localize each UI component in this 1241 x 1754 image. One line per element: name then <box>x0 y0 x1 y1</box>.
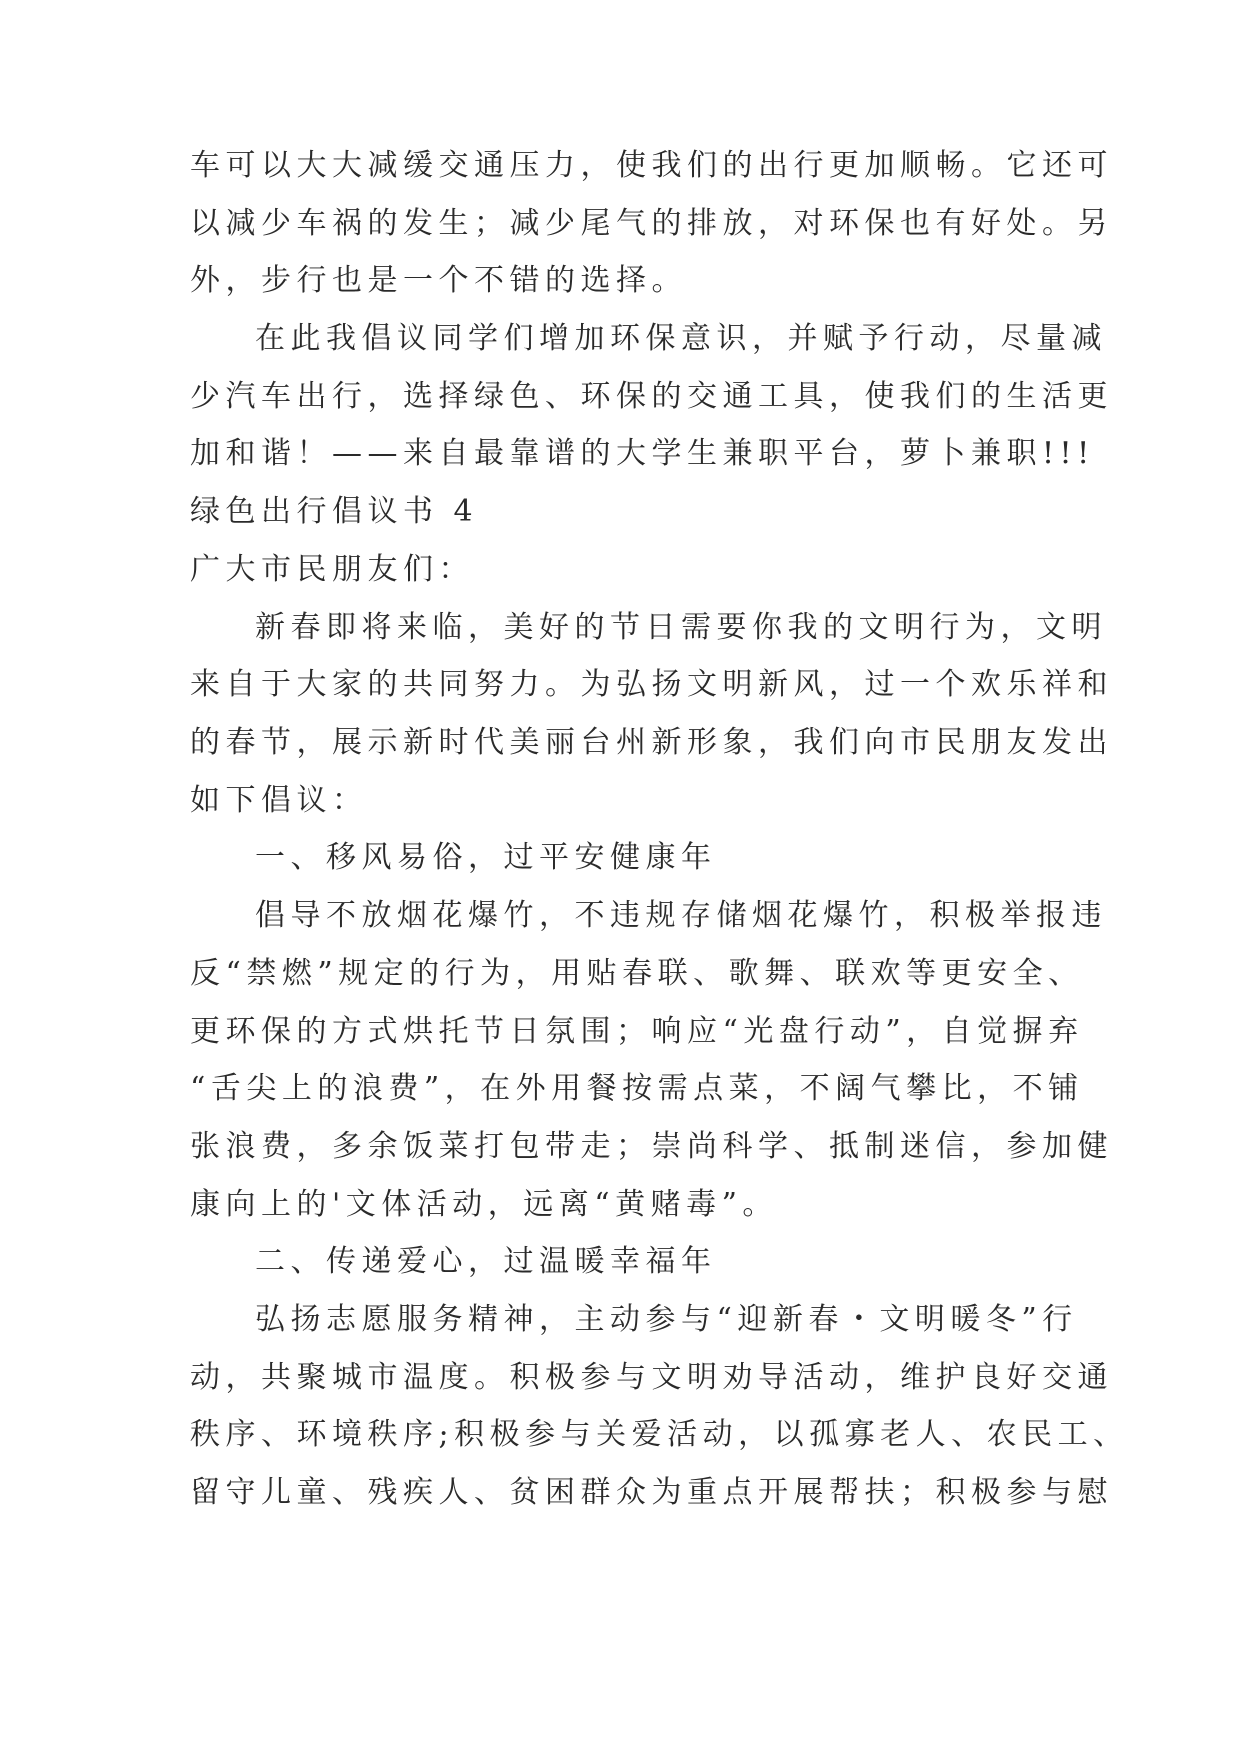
text-line: 车可以大大减缓交通压力，使我们的出行更加顺畅。它还可 <box>190 148 1113 183</box>
text-line: 反“禁燃”规定的行为，用贴春联、歌舞、联欢等更安全、 <box>190 956 1084 991</box>
text-line: 张浪费，多余饭菜打包带走；崇尚科学、抵制迷信，参加健 <box>190 1129 1113 1164</box>
text-line: 康向上的'文体活动，远离“黄赌毒”。 <box>190 1187 778 1222</box>
text-line: 加和谐！——来自最靠谱的大学生兼职平台，萝卜兼职!!! <box>190 436 1095 471</box>
text-line: 外，步行也是一个不错的选择。 <box>190 263 687 298</box>
text-line: “舌尖上的浪费”，在外用餐按需点菜，不阔气攀比，不铺 <box>190 1071 1084 1106</box>
text-line: 如下倡议： <box>190 783 368 818</box>
paragraph-first-line: 新春即将来临，美好的节日需要你我的文明行为，文明 <box>255 610 1107 645</box>
text-line: 留守儿童、残疾人、贫困群众为重点开展帮扶；积极参与慰 <box>190 1475 1113 1510</box>
text-line: 更环保的方式烘托节日氛围；响应“光盘行动”，自觉摒弃 <box>190 1014 1084 1049</box>
text-line: 少汽车出行，选择绿色、环保的交通工具，使我们的生活更 <box>190 379 1113 414</box>
subheading: 二、传递爱心，过温暖幸福年 <box>255 1244 717 1279</box>
paragraph-first-line: 倡导不放烟花爆竹，不违规存储烟花爆竹，积极举报违 <box>255 898 1107 933</box>
paragraph-first-line: 弘扬志愿服务精神，主动参与“迎新春・文明暖冬”行 <box>255 1302 1078 1337</box>
paragraph-first-line: 在此我倡议同学们增加环保意识，并赋予行动，尽量减 <box>255 321 1107 356</box>
text-line: 的春节，展示新时代美丽台州新形象，我们向市民朋友发出 <box>190 725 1113 760</box>
text-line: 动，共聚城市温度。积极参与文明劝导活动，维护良好交通 <box>190 1360 1113 1395</box>
text-line: 来自于大家的共同努力。为弘扬文明新风，过一个欢乐祥和 <box>190 667 1113 702</box>
salutation: 广大市民朋友们： <box>190 552 474 587</box>
subheading: 一、移风易俗，过平安健康年 <box>255 840 717 875</box>
section-heading: 绿色出行倡议书 4 <box>190 494 479 529</box>
text-line: 以减少车祸的发生；减少尾气的排放，对环保也有好处。另 <box>190 206 1113 241</box>
text-line: 秩序、环境秩序;积极参与关爱活动，以孤寡老人、农民工、 <box>190 1417 1129 1452</box>
